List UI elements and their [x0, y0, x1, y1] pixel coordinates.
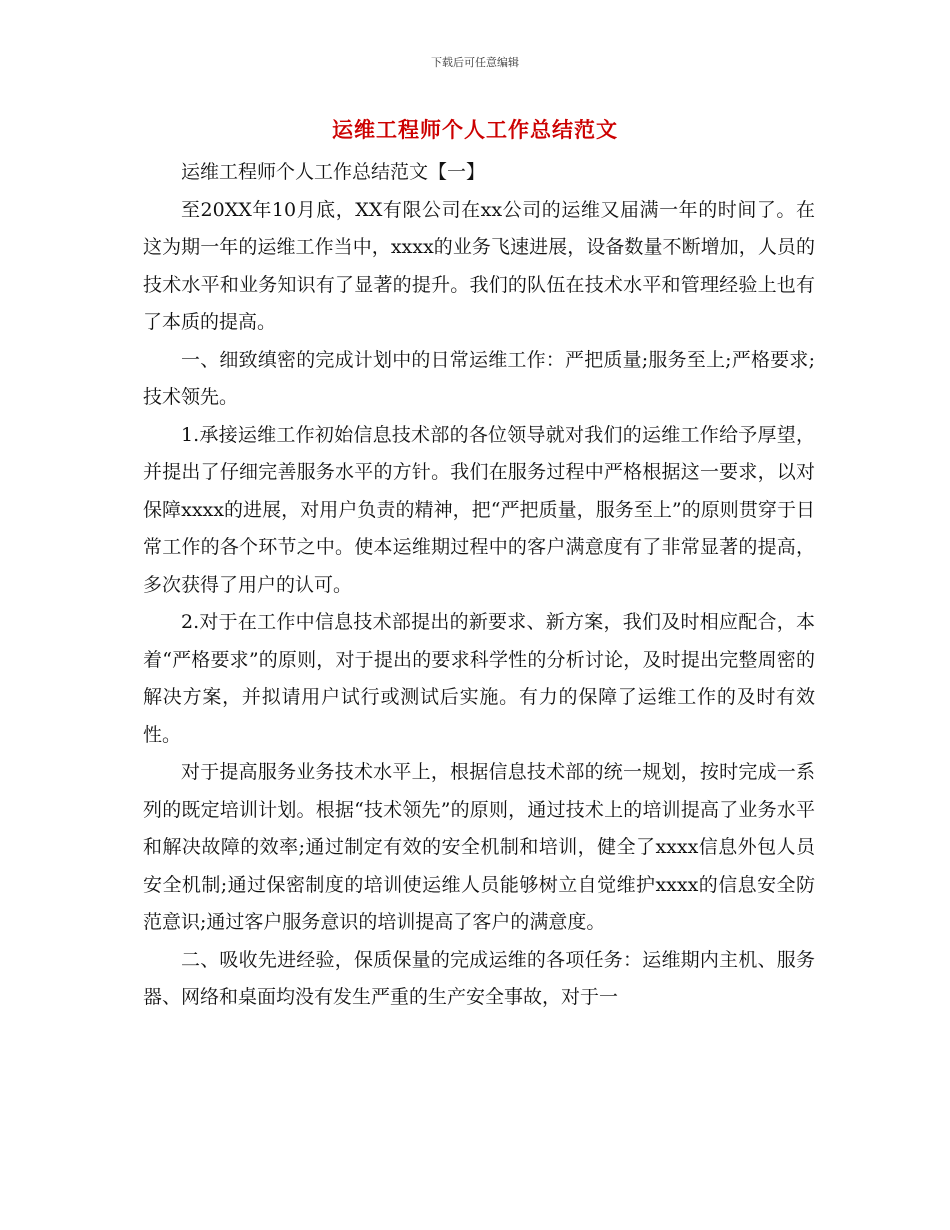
document-body	[143, 154, 815, 1017]
section-heading: 运维工程师个人工作总结范文【一】	[181, 161, 486, 183]
paragraph-training: 对于提高服务业务技术水平上，根据信息技术部的统一规划，按时完成一系列的既定培训计划。根据“技术领先”的原则，通过技术上的培训提高了业务水平和解决故障的效率;通过制定有效的安全机制和培训，健全了xxxx信息外包人员安全机制;通过保密制度的培训使运维人员能够树立自觉维护xxxx的信息安全防范意识;通过客户服务意识的培训提高了客户的满意度。	[143, 761, 815, 933]
paragraph-item-2: 2.对于在工作中信息技术部提出的新要求、新方案，我们及时相应配合，本着“严格要求”的原则，对于提出的要求科学性的分析讨论，及时提出完整周密的解决方案，并拟请用户试行或测试后实施。有力的保障了运维工作的及时有效性。	[143, 611, 815, 746]
paragraph-section-two: 二、吸收先进经验，保质保量的完成运维的各项任务：运维期内主机、服务器、网络和桌面均没有发生严重的生产安全事故，对于一	[143, 948, 815, 1008]
paragraph-intro: 至20XX年10月底，XX有限公司在xx公司的运维又届满一年的时间了。在这为期一年的运维工作当中，xxxx的业务飞速进展，设备数量不断增加，人员的技术水平和业务知识有了显著的提升。我们的队伍在技术水平和管理经验上也有了本质的提高。	[143, 198, 815, 333]
header-note: 下载后可任意编辑	[431, 56, 519, 69]
document-title: 运维工程师个人工作总结范文	[332, 117, 618, 142]
paragraph-item-1: 1.承接运维工作初始信息技术部的各位领导就对我们的运维工作给予厚望，并提出了仔细完善服务水平的方针。我们在服务过程中严格根据这一要求，以对保障xxxx的进展，对用户负责的精神，把“严把质量，服务至上”的原则贯穿于日常工作的各个环节之中。使本运维期过程中的客户满意度有了非常显著的提高，多次获得了用户的认可。	[143, 423, 815, 596]
paragraph-section-one: 一、细致缜密的完成计划中的日常运维工作：严把质量;服务至上;严格要求;技术领先。	[143, 348, 815, 408]
